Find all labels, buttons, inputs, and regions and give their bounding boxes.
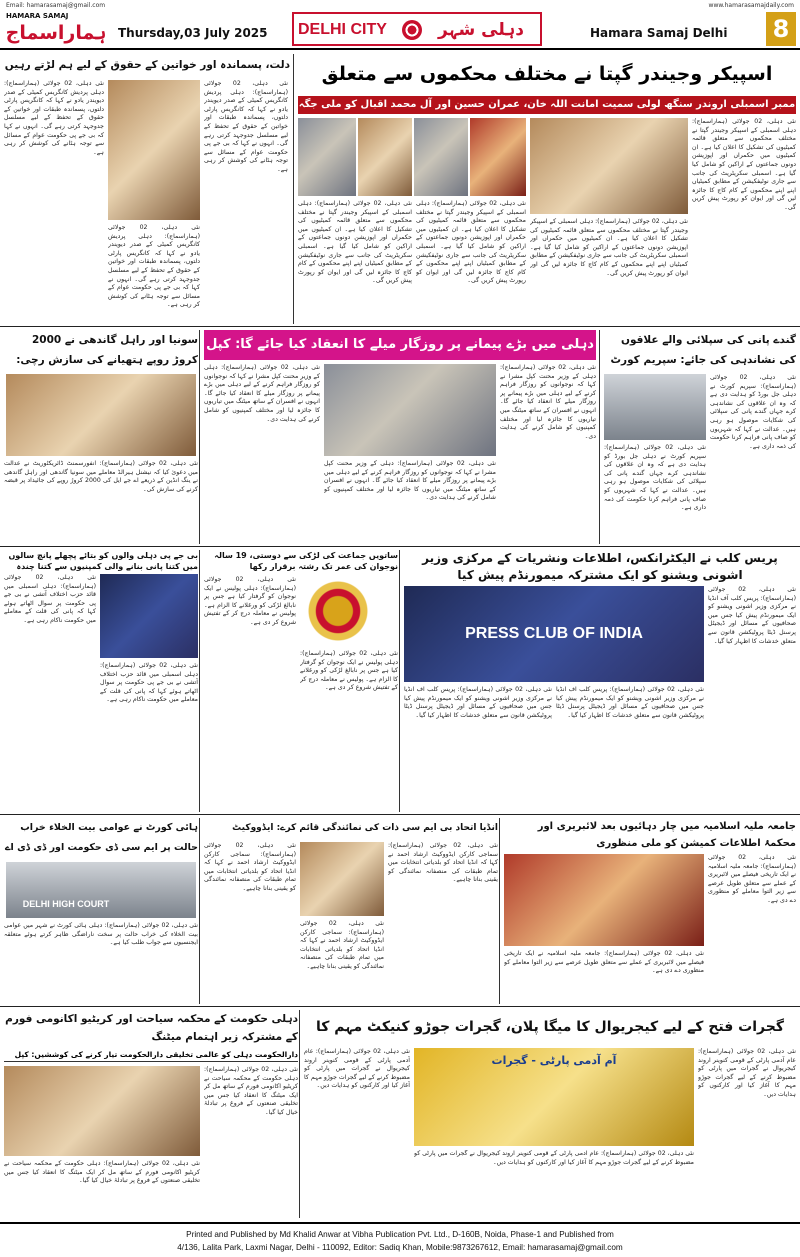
story-girl-headline: ساتویں جماعت کی لڑکی سے دوستی، 19 سالہ نوجوان کی عمر تک رشتہ برقرار رکھا <box>214 551 398 571</box>
story-press-body-col2: نئی دہلی، 02 جولائی (ہماراسماج): پریس کلب آف انڈیا نے مرکزی وزیر اشونی ویشنو کو ایک میمورنڈم پیش کیا جس میں صحافیوں کے مسائل اور ڈیجیٹل پرسنل ڈیٹا پروٹیکشن قانون سے متعلق خدشات کا اظہار کیا گیا۔ <box>404 686 552 719</box>
story-tourism <box>4 1010 300 1218</box>
story-dalit <box>4 54 294 324</box>
lead-photo-3 <box>414 118 468 196</box>
delhi-police-emblem-icon <box>300 576 376 646</box>
story-india-body: نئی دہلی، 02 جولائی (ہماراسماج): سماجی کارکن ایڈووکیٹ ارشاد احمد نے کہا کہ انڈیا اتحاد کو بلدیاتی انتخابات میں تمام طبقات کی منصفانہ نمائندگی کو یقینی بنانا چاہیے۔ <box>388 842 498 884</box>
story-atishi <box>4 550 200 812</box>
story-press-photo <box>404 586 704 682</box>
story-highcourt <box>4 818 200 1004</box>
story-press-body: نئی دہلی، 02 جولائی (ہماراسماج): پریس کلب آف انڈیا نے مرکزی وزیر اشونی ویشنو کو ایک میمورنڈم پیش کیا جس میں صحافیوں کے مسائل اور ڈیجیٹل پرسنل ڈیٹا پروٹیکشن قانون سے متعلق خدشات کا اظہار کیا گیا۔ <box>708 586 796 645</box>
story-gujarat-headline: گجرات فتح کے لیے کیجریوال کا میگا پلان، گجرات جوڑو کنیکٹ مہم کا <box>316 1019 784 1035</box>
story-dalit-photo <box>108 80 200 220</box>
story-tourism-body-col2: نئی دہلی، 02 جولائی (ہماراسماج): دہلی حکومت کے محکمہ سیاحت نے کریٹیو اکانومی فورم کے ساتھ مل کر ایک میٹنگ کا انعقاد کیا جس میں تخلیقی صنعتوں کے فروغ پر تبادلۂ خیال کیا گیا۔ <box>4 1160 200 1185</box>
lead-photo-2 <box>358 118 412 196</box>
story-lead-body-col4: نئی دہلی، 02 جولائی (ہماراسماج): دہلی اسمبلی کے اسپیکر وجیندر گپتا نے مختلف محکموں سے متعلق قائمہ کمیٹیوں کی تشکیل کا اعلان کیا ہے۔ ان کمیٹیوں میں حکمراں اور اپوزیشن دونوں جماعتوں کے اراکین کو شامل کیا گیا ہے۔ اسمبلی سکریٹریٹ کی جانب سے جاری نوٹیفکیشن کے مطابق کمیٹیاں اپنے اپنے محکموں کے کام کاج کا جائزہ لیں گی اور ایوان کو رپورٹ پیش کریں گی۔ <box>530 218 688 277</box>
story-gujarat-body: نئی دہلی، 02 جولائی (ہماراسماج): عام آدمی پارٹی کے قومی کنوینر اروند کیجریوال نے گجرات میں پارٹی کو مضبوط کرنے کے لیے گجرات جوڑو مہم کا آغاز کیا اور کارکنوں کو ہدایات دیں۔ <box>698 1048 796 1098</box>
lead-photo-speaker <box>530 118 688 214</box>
footer-imprint <box>0 1222 800 1257</box>
story-sonia-headline: سونیا اور راہل گاندھی نے 2000 کروڑ روپے ہتھیانے کی سازش رچی: <box>16 334 198 366</box>
sun-emblem-icon <box>402 20 422 40</box>
issue-date: Thursday,03 July 2025 <box>118 26 268 40</box>
story-highcourt-photo <box>6 862 196 918</box>
footer-line-1: Printed and Published by Md Khalid Anwar at Vibha Publication Pvt. Ltd., D-160B, Noida, Phase-1 and Published from <box>186 1230 614 1239</box>
story-india-body-col2: نئی دہلی، 02 جولائی (ہماراسماج): سماجی کارکن ایڈووکیٹ ارشاد احمد نے کہا کہ انڈیا اتحاد کو بلدیاتی انتخابات میں تمام طبقات کی منصفانہ نمائندگی کو یقینی بنانا چاہیے۔ <box>204 842 296 892</box>
story-atishi-headline: بی جے پی دہلی والوں کو بتائے پچھلے پانچ سالوں میں کتنا پانی بنانے والی کمپنیوں سے کتنا چندہ <box>8 551 198 571</box>
story-sonia <box>4 330 200 544</box>
story-atishi-body-col2: نئی دہلی، 02 جولائی (ہماراسماج): دہلی اسمبلی میں قائد حزب اختلاف آتشی نے بی جے پی حکومت پر سوال اٹھاتے ہوئے کہا کہ پانی کی قلت کے معاملے میں حکومت ناکام رہی ہے۔ <box>100 662 198 704</box>
section-title-en: DELHI CITY <box>298 21 387 38</box>
story-mela-body-col3: نئی دہلی، 02 جولائی (ہماراسماج): دہلی کے وزیر محنت کپل مشرا نے کہا کہ نوجوانوں کو روزگار فراہم کرنے کے لیے دہلی میں بڑے پیمانے پر روزگار میلے کا انعقاد کیا جائے گا۔ انہوں نے افسران کے ساتھ میٹنگ میں تیاریوں کا جائزہ لیا اور مختلف کمپنیوں کو شامل کرنے کی ہدایت دی۔ <box>324 460 496 502</box>
story-mela <box>204 330 600 544</box>
lead-photo-1 <box>298 118 356 196</box>
story-press-body-col3: نئی دہلی، 02 جولائی (ہماراسماج): پریس کلب آف انڈیا نے مرکزی وزیر اشونی ویشنو کو ایک میمورنڈم پیش کیا جس میں صحافیوں کے مسائل اور ڈیجیٹل پرسنل ڈیٹا پروٹیکشن قانون سے متعلق خدشات کا اظہار کیا گیا۔ <box>556 686 704 719</box>
story-dalit-body-col2: نئی دہلی، 02 جولائی (ہماراسماج): دہلی پردیش کانگریس کمیٹی کے صدر دیویندر یادو نے کہا کہ کانگریس پارٹی دلتوں، پسماندہ طبقات اور خواتین کے حقوق کے تحفظ کے لیے مسلسل جدوجہد کرتی رہے گی۔ انہوں نے کہا کہ بی جے پی حکومت عوام کے مسائل سے توجہ ہٹانے کی کوشش کر رہی ہے۔ <box>204 80 288 173</box>
story-mela-headline: دہلی میں بڑے پیمانے پر روزگار میلے کا انعقاد کیا جائے گا: کپل <box>204 330 596 360</box>
edition-name: Hamara Samaj Delhi <box>590 26 728 40</box>
story-lead-headline: اسپیکر وجیندر گپتا نے مختلف محکموں سے متعلق <box>321 63 773 85</box>
row4-divider <box>0 1006 800 1007</box>
story-court-photo <box>604 374 706 440</box>
section-banner <box>292 12 542 46</box>
story-dalit-body: نئی دہلی، 02 جولائی (ہماراسماج): دہلی پردیش کانگریس کمیٹی کے صدر دیویندر یادو نے کہا کہ کانگریس پارٹی دلتوں، پسماندہ طبقات اور خواتین کے حقوق کے تحفظ کے لیے مسلسل جدوجہد کرتی رہے گی۔ انہوں نے کہا کہ بی جے پی حکومت عوام کے مسائل سے توجہ ہٹانے کی کوشش کر رہی ہے۔ <box>4 80 104 156</box>
story-mela-body-col2: نئی دہلی، 02 جولائی (ہماراسماج): دہلی کے وزیر محنت کپل مشرا نے کہا کہ نوجوانوں کو روزگار فراہم کرنے کے لیے دہلی میں بڑے پیمانے پر روزگار میلے کا انعقاد کیا جائے گا۔ انہوں نے افسران کے ساتھ میٹنگ میں تیاریوں کا جائزہ لیا اور مختلف کمپنیوں کو شامل کرنے کی ہدایت دی۔ <box>204 364 320 423</box>
story-gujarat <box>304 1010 796 1218</box>
story-lead-body-col2: نئی دہلی، 02 جولائی (ہماراسماج): دہلی اسمبلی کے اسپیکر وجیندر گپتا نے مختلف محکموں سے متعلق قائمہ کمیٹیوں کی تشکیل کا اعلان کیا ہے۔ ان کمیٹیوں میں حکمراں اور اپوزیشن دونوں جماعتوں کے اراکین کو شامل کیا گیا ہے۔ اسمبلی سکریٹریٹ کی جانب سے جاری نوٹیفکیشن کے مطابق کمیٹیاں اپنے اپنے محکموں کے کام کاج کا جائزہ لیں گی اور ایوان کو رپورٹ پیش کریں گی۔ <box>298 200 412 285</box>
brand-latin: HAMARA SAMAJ <box>6 12 69 20</box>
highcourt-sign: DELHI HIGH COURT <box>22 899 110 909</box>
story-jamia-body: نئی دہلی، 02 جولائی (ہماراسماج): جامعہ ملیہ اسلامیہ نے ایک تاریخی فیصلے میں لائبریری کے عملے سے متعلق طویل عرصے سے زیر التوا معاملے کو منظوری دے دی ہے۔ <box>708 854 796 904</box>
page-number: 8 <box>766 12 796 46</box>
story-tourism-subhead: دارالحکومت دہلی کو عالمی تخلیقی دارالحکومت تیار کرنے کی کوششیں: کپل <box>4 1048 298 1062</box>
story-mela-photo <box>324 364 496 456</box>
story-india-photo <box>300 842 384 916</box>
story-atishi-photo <box>100 574 198 658</box>
brand-urdu-logo: ہماراسماج <box>5 22 107 44</box>
story-lead-body: نئی دہلی، 02 جولائی (ہماراسماج): دہلی اسمبلی کے اسپیکر وجیندر گپتا نے مختلف محکموں سے متعلق قائمہ کمیٹیوں کی تشکیل کا اعلان کیا ہے۔ ان کمیٹیوں میں حکمراں اور اپوزیشن دونوں جماعتوں کے اراکین کو شامل کیا گیا ہے۔ اسمبلی سکریٹریٹ کی جانب سے جاری نوٹیفکیشن کے مطابق کمیٹیاں اپنے اپنے محکموں کے کام کاج کا جائزہ لیں گی اور ایوان کو رپورٹ پیش کریں گی۔ <box>692 118 796 211</box>
story-dalit-headline: دلت، پسماندہ اور خواتین کے حقوق کے لیے ہم لڑتے رہیں <box>4 59 290 71</box>
press-club-sign: PRESS CLUB OF INDIA <box>465 625 643 642</box>
story-jamia-body-col2: نئی دہلی، 02 جولائی (ہماراسماج): جامعہ ملیہ اسلامیہ نے ایک تاریخی فیصلے میں لائبریری کے عملے سے متعلق طویل عرصے سے زیر التوا معاملے کو منظوری دے دی ہے۔ <box>504 950 704 975</box>
section-title-urdu: دہلی شہر <box>438 20 524 40</box>
story-jamia-headline: جامعہ ملیہ اسلامیہ میں چار دہائیوں بعد لائبریری اور محکمۂ اطلاعات کمیشن کو ملی منظوری <box>537 821 796 849</box>
story-press-headline: پریس کلب نے الیکٹرانکس، اطلاعات ونشریات کے مرکزی وزیر اشونی ویشنو کو ایک مشترکہ میمورنڈم پیش کیا <box>422 551 778 582</box>
story-jamia-photo <box>504 854 704 946</box>
masthead-website: www.hamarasamajdaily.com <box>708 2 794 9</box>
story-gujarat-photo <box>414 1048 694 1146</box>
story-lead <box>298 54 796 324</box>
row3-divider <box>0 814 800 815</box>
story-jamia <box>504 818 796 1004</box>
story-tourism-photo <box>4 1066 200 1156</box>
story-india <box>204 818 500 1004</box>
story-girl <box>204 550 400 812</box>
story-mela-body: نئی دہلی، 02 جولائی (ہماراسماج): دہلی کے وزیر محنت کپل مشرا نے کہا کہ نوجوانوں کو روزگار فراہم کرنے کے لیے دہلی میں بڑے پیمانے پر روزگار میلے کا انعقاد کیا جائے گا۔ انہوں نے افسران کے ساتھ میٹنگ میں تیاریوں کا جائزہ لیا اور مختلف کمپنیوں کو شامل کرنے کی ہدایت دی۔ <box>500 364 596 440</box>
row1-divider <box>0 326 800 327</box>
story-atishi-body: نئی دہلی، 02 جولائی (ہماراسماج): دہلی اسمبلی میں قائد حزب اختلاف آتشی نے بی جے پی حکومت پر سوال اٹھاتے ہوئے کہا کہ پانی کی قلت کے معاملے میں حکومت ناکام رہی ہے۔ <box>4 574 96 624</box>
story-lead-subhead: ممبر اسمبلی اروندر سنگھ لولی سمیت امانت اللہ خان، عمران حسین اور آل محمد اقبال کو ملی جگہ <box>298 96 796 114</box>
footer-line-2: 4/136, Lalita Park, Laxmi Nagar, Delhi - 110092, Editor: Sadiq Khan, Mobile:9873267612, Email: hamarasamaj@gmail.com <box>177 1243 623 1252</box>
story-girl-body-col2: نئی دہلی، 02 جولائی (ہماراسماج): دہلی پولیس نے ایک نوجوان کو گرفتار کیا ہے جس پر نابالغ لڑکی کو ورغلانے کا الزام ہے۔ پولیس نے معاملہ درج کر کے تفتیش شروع کر دی ہے۔ <box>300 650 398 692</box>
story-girl-body: نئی دہلی، 02 جولائی (ہماراسماج): دہلی پولیس نے ایک نوجوان کو گرفتار کیا ہے جس پر نابالغ لڑکی کو ورغلانے کا الزام ہے۔ پولیس نے معاملہ درج کر کے تفتیش شروع کر دی ہے۔ <box>204 576 296 626</box>
story-india-headline: انڈیا اتحاد بی ایم سی ذات کی نمائندگی قائم کرے: ایڈووکیٹ <box>232 823 498 833</box>
story-gujarat-body-col2: نئی دہلی، 02 جولائی (ہماراسماج): عام آدمی پارٹی کے قومی کنوینر اروند کیجریوال نے گجرات میں پارٹی کو مضبوط کرنے کے لیے گجرات جوڑو مہم کا آغاز کیا اور کارکنوں کو ہدایات دیں۔ <box>304 1048 410 1090</box>
story-highcourt-body: نئی دہلی، 02 جولائی (ہماراسماج): دہلی ہائی کورٹ نے شہر میں عوامی بیت الخلاء کی خراب حالت پر سخت ناراضگی ظاہر کرتے ہوئے متعلقہ ایجنسیوں سے جواب طلب کیا ہے۔ <box>4 922 198 947</box>
masthead-email: Email: hamarasamaj@gmail.com <box>6 2 106 9</box>
story-sonia-body: نئی دہلی، 02 جولائی (ہماراسماج): انفورسمنٹ ڈائریکٹوریٹ نے عدالت میں دعویٰ کیا کہ نیشنل ہیرالڈ معاملے میں سونیا گاندھی اور راہل گاندھی نے ینگ انڈین کے ذریعے اے جے ایل کی 2000 کروڑ روپے کی جائیداد پر قبضہ کرنے کی سازش کی۔ <box>4 460 198 493</box>
aap-banner: آم آدمی پارٹی - گجرات <box>491 1054 617 1067</box>
story-court-headline: گندے پانی کی سپلائی والے علاقوں کی نشاندہی کی جائے: سپریم کورٹ <box>610 334 796 366</box>
story-court-body-col2: نئی دہلی، 02 جولائی (ہماراسماج): سپریم کورٹ نے دہلی جل بورڈ کو ہدایت دی ہے کہ وہ ان علاقوں کی نشاندہی کرے جہاں گندے پانی کی سپلائی کی شکایات موصول ہو رہی ہیں۔ عدالت نے کہا کہ شہریوں کو صاف پانی فراہم کرنا حکومت کی ذمہ داری ہے۔ <box>604 444 706 512</box>
story-highcourt-headline: ہائی کورٹ نے عوامی بیت الخلاء خراب حالت پر ایم سی ڈی حکومت اور ڈی ڈی اے <box>4 822 198 853</box>
story-india-body-col3: نئی دہلی، 02 جولائی (ہماراسماج): سماجی کارکن ایڈووکیٹ ارشاد احمد نے کہا کہ انڈیا اتحاد کو بلدیاتی انتخابات میں تمام طبقات کی منصفانہ نمائندگی کو یقینی بنانا چاہیے۔ <box>300 920 384 970</box>
row2-divider <box>0 546 800 547</box>
story-dalit-body-col3: نئی دہلی، 02 جولائی (ہماراسماج): دہلی پردیش کانگریس کمیٹی کے صدر دیویندر یادو نے کہا کہ کانگریس پارٹی دلتوں، پسماندہ طبقات اور خواتین کے حقوق کے تحفظ کے لیے مسلسل جدوجہد کرتی رہے گی۔ انہوں نے کہا کہ بی جے پی حکومت عوام کے مسائل سے توجہ ہٹانے کی کوشش کر رہی ہے۔ <box>108 224 200 309</box>
story-tourism-body: نئی دہلی، 02 جولائی (ہماراسماج): دہلی حکومت کے محکمہ سیاحت نے کریٹیو اکانومی فورم کے ساتھ مل کر ایک میٹنگ کا انعقاد کیا جس میں تخلیقی صنعتوں کے فروغ پر تبادلۂ خیال کیا گیا۔ <box>204 1066 298 1116</box>
masthead <box>0 0 800 50</box>
story-gujarat-body-col3: نئی دہلی، 02 جولائی (ہماراسماج): عام آدمی پارٹی کے قومی کنوینر اروند کیجریوال نے گجرات میں پارٹی کو مضبوط کرنے کے لیے گجرات جوڑو مہم کا آغاز کیا اور کارکنوں کو ہدایات دیں۔ <box>414 1150 694 1166</box>
story-lead-body-col3: نئی دہلی، 02 جولائی (ہماراسماج): دہلی اسمبلی کے اسپیکر وجیندر گپتا نے مختلف محکموں سے متعلق قائمہ کمیٹیوں کی تشکیل کا اعلان کیا ہے۔ ان کمیٹیوں میں حکمراں اور اپوزیشن دونوں جماعتوں کے اراکین کو شامل کیا گیا ہے۔ اسمبلی سکریٹریٹ کی جانب سے جاری نوٹیفکیشن کے مطابق کمیٹیاں اپنے اپنے محکموں کے کام کاج کا جائزہ لیں گی اور ایوان کو رپورٹ پیش کریں گی۔ <box>416 200 526 285</box>
story-court-body: نئی دہلی، 02 جولائی (ہماراسماج): سپریم کورٹ نے دہلی جل بورڈ کو ہدایت دی ہے کہ وہ ان علاقوں کی نشاندہی کرے جہاں گندے پانی کی سپلائی کی شکایات موصول ہو رہی ہیں۔ عدالت نے کہا کہ شہریوں کو صاف پانی فراہم کرنا حکومت کی ذمہ داری ہے۔ <box>710 374 796 450</box>
story-tourism-headline: دہلی حکومت کے محکمہ سیاحت اور کریٹیو اکانومی فورم کے مشترکہ زیر اہتمام میٹنگ <box>5 1013 298 1043</box>
lead-photo-4 <box>470 118 526 196</box>
story-court <box>604 330 796 544</box>
story-press <box>404 550 796 812</box>
story-sonia-photo <box>6 374 196 456</box>
